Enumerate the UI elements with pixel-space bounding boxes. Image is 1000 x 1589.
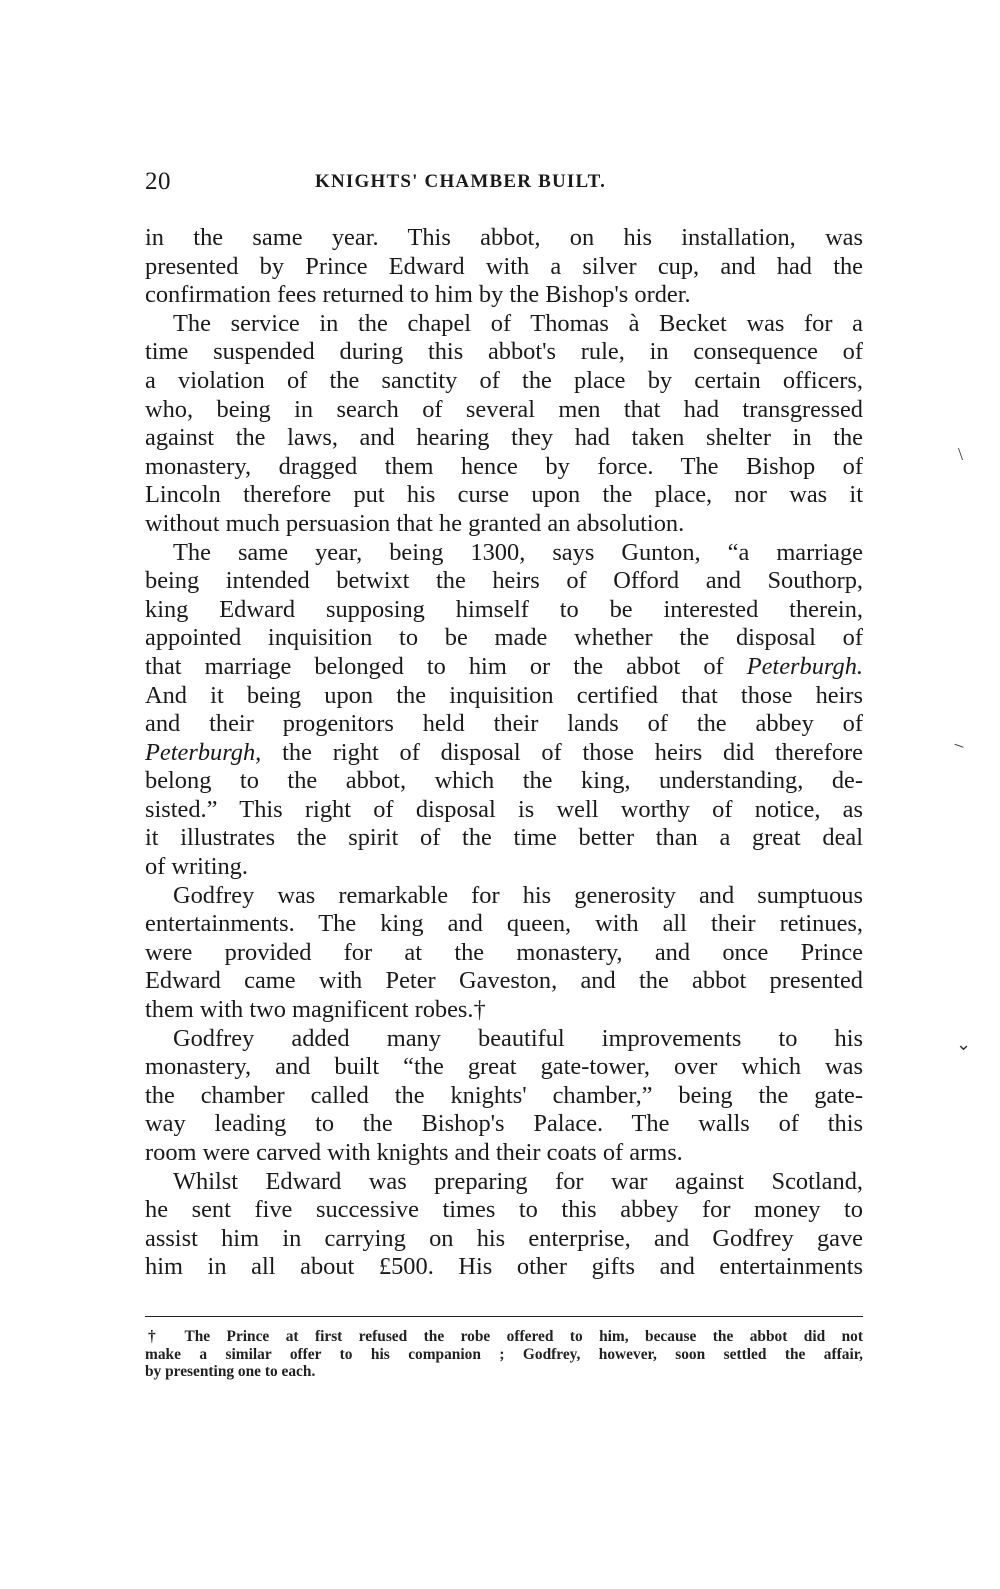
running-title: KNIGHTS' CHAMBER BUILT. (315, 171, 607, 192)
text-segment: that marriage belonged to him or the abbot of (145, 652, 747, 680)
italic-place-name: Peterburgh. (746, 652, 863, 680)
text-line (145, 653, 863, 682)
text-line (145, 739, 863, 768)
text-line: And it being upon the inquisition certified that those heirs (145, 681, 863, 709)
text-line: them with two magnificent robes.† (145, 996, 486, 1024)
text-line: The service in the chapel of Thomas à Becket was for a (173, 309, 863, 337)
text-line: him in all about £500. His other gifts and entertainments (145, 1253, 863, 1281)
text-line: Godfrey was remarkable for his generosity and sumptuous (173, 881, 863, 909)
footnote (145, 1328, 863, 1381)
text-line: monastery, dragged them hence by force. The Bishop of (145, 452, 863, 480)
text-line: king Edward supposing himself to be interested therein, (145, 595, 863, 623)
text-segment: the right of disposal of those heirs did therefore (261, 738, 863, 766)
text-line: of writing. (145, 853, 248, 881)
text-line: it illustrates the spirit of the time better than a great deal (145, 824, 863, 852)
footnote-line: make a similar offer to his companion ; Godfrey, however, soon settled the affair, (145, 1345, 863, 1363)
text-line: Godfrey added many beautiful improvements to his (173, 1024, 863, 1052)
text-line: a violation of the sanctity of the place by certain officers, (145, 366, 863, 394)
italic-place-name: Peterburgh, (145, 738, 262, 766)
text-line: and their progenitors held their lands of the abbey of (145, 710, 863, 738)
text-line: monastery, and built “the great gate-tower, over which was (145, 1053, 863, 1081)
text-line: way leading to the Bishop's Palace. The walls of this (145, 1110, 863, 1138)
text-line: were provided for at the monastery, and once Prince (145, 938, 863, 966)
margin-mark: \ (958, 444, 964, 464)
footnote-rule (145, 1316, 863, 1317)
text-line: who, being in search of several men that had transgressed (145, 395, 863, 423)
body-text (145, 224, 863, 1282)
footnote-line: by presenting one to each. (145, 1363, 316, 1380)
text-line: he sent five successive times to this abbey for money to (145, 1196, 863, 1224)
text-line: room were carved with knights and their coats of arms. (145, 1139, 683, 1166)
text-line: the chamber called the knights' chamber,” being the gate- (145, 1081, 863, 1109)
text-line: The same year, being 1300, says Gunton, “a marriage (173, 538, 863, 566)
text-line: Edward came with Peter Gaveston, and the abbot presented (145, 967, 863, 995)
text-line: Whilst Edward was preparing for war against Scotland, (173, 1167, 863, 1195)
page-number: 20 (145, 168, 171, 195)
text-line: in the same year. This abbot, on his installation, was (145, 224, 863, 251)
text-line: sisted.” This right of disposal is well worthy of notice, as (145, 795, 863, 823)
text-line: entertainments. The king and queen, with all their retinues, (145, 910, 863, 938)
margin-mark: ⌄ (956, 1034, 972, 1054)
footnote-line: † The Prince at first refused the robe offered to him, because the abbot did not (148, 1328, 863, 1345)
text-line: confirmation fees returned to him by the Bishop's order. (145, 281, 691, 309)
text-line: presented by Prince Edward with a silver cup, and had the (145, 252, 863, 280)
margin-mark: ‒ (952, 733, 968, 755)
text-line: appointed inquisition to be made whether the disposal of (145, 624, 863, 652)
text-line: time suspended during this abbot's rule, in consequence of (145, 338, 863, 366)
running-head (145, 168, 863, 200)
text-line: being intended betwixt the heirs of Offord and Southorp, (145, 567, 863, 595)
text-line: against the laws, and hearing they had taken shelter in the (145, 424, 863, 452)
text-line: without much persuasion that he granted an absolution. (145, 509, 685, 537)
text-line: assist him in carrying on his enterprise, and Godfrey gave (145, 1224, 863, 1252)
text-line: Lincoln therefore put his curse upon the place, nor was it (145, 481, 863, 509)
text-line: belong to the abbot, which the king, understanding, de- (145, 767, 863, 795)
